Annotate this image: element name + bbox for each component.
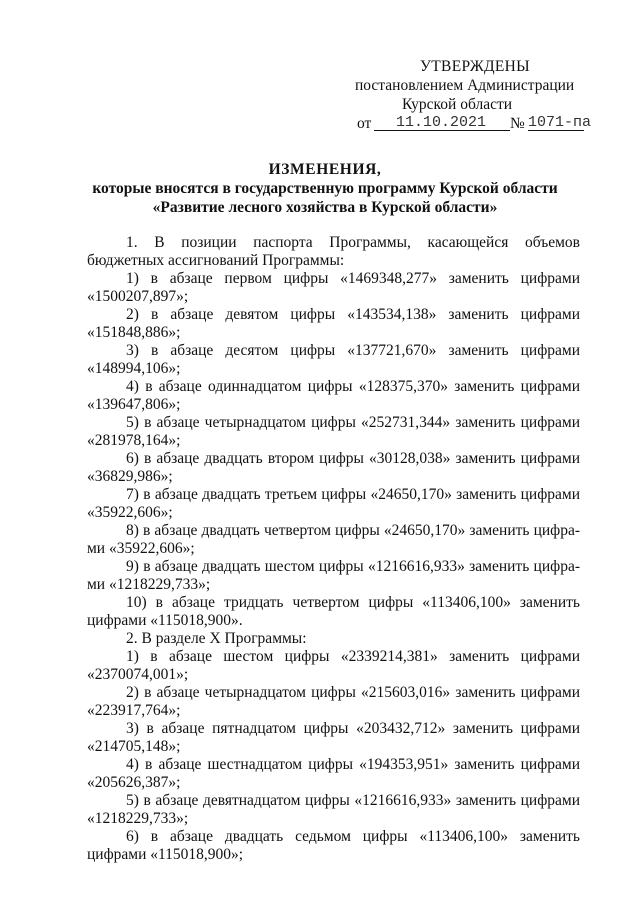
paragraph: 1) в абзаце шестом цифры «2339214,381» заменить цифрами «2370074,001»; [87, 648, 580, 683]
paragraph: 2. В разделе X Программы: [126, 630, 307, 647]
paragraph: 2) в абзаце девятом цифры «143534,138» заменить цифрами «151848,886»; [87, 306, 580, 341]
approval-issuer: постановлением Администрации [355, 77, 575, 94]
approval-number: 1071-па [528, 114, 592, 131]
paragraph: 9) в абзаце двадцать шестом цифры «1216616,933» заменить цифра-ми «1218229,733»; [87, 558, 580, 593]
document-body [87, 234, 580, 864]
approval-date: 11.10.2021 [396, 114, 487, 131]
paragraph: 5) в абзаце девятнадцатом цифры «1216616,933» заменить цифрами «1218229,733»; [87, 792, 580, 827]
paragraph: 8) в абзаце двадцать четвертом цифры «24650,170» заменить цифра-ми «35922,606»; [87, 522, 580, 557]
approval-block [352, 57, 592, 133]
paragraph: 5) в абзаце четырнадцатом цифры «252731,344» заменить цифрами «281978,164»; [87, 414, 580, 449]
paragraph: 7) в абзаце двадцать третьем цифры «24650,170» заменить цифрами «35922,606»; [87, 486, 580, 521]
heading-subtitle-1: которые вносятся в государственную программу Курской области [92, 180, 558, 197]
heading-subtitle-2: «Развитие лесного хозяйства в Курской области» [152, 199, 498, 216]
paragraph: 3) в абзаце десятом цифры «137721,670» заменить цифрами «148994,106»; [87, 342, 580, 377]
document-heading [60, 160, 590, 217]
approval-date-line [352, 114, 592, 133]
paragraph: 1. В позиции паспорта Программы, касающейся объемов бюджетных ассигнований Программы: [87, 234, 580, 269]
paragraph: 3) в абзаце пятнадцатом цифры «203432,712» заменить цифрами «214705,148»; [87, 720, 580, 755]
date-prefix: от [357, 115, 372, 132]
paragraph: 4) в абзаце шестнадцатом цифры «194353,951» заменить цифрами «205626,387»; [87, 756, 580, 791]
paragraph: 1) в абзаце первом цифры «1469348,277» заменить цифрами «1500207,897»; [87, 270, 580, 305]
approval-region: Курской области [402, 96, 513, 113]
paragraph: 6) в абзаце двадцать втором цифры «30128,038» заменить цифрами «36829,986»; [87, 450, 580, 485]
heading-title: ИЗМЕНЕНИЯ, [268, 161, 382, 178]
paragraph: 10) в абзаце тридцать четвертом цифры «113406,100» заменить цифрами «115018,900». [87, 594, 580, 629]
number-sign: № [510, 115, 525, 132]
approval-title: УТВЕРЖДЕНЫ [420, 58, 530, 75]
paragraph: 6) в абзаце двадцать седьмом цифры «113406,100» заменить цифрами «115018,900»; [87, 828, 580, 863]
paragraph: 4) в абзаце одиннадцатом цифры «128375,370» заменить цифрами «139647,806»; [87, 378, 580, 413]
paragraph: 2) в абзаце четырнадцатом цифры «215603,016» заменить цифрами «223917,764»; [87, 684, 580, 719]
